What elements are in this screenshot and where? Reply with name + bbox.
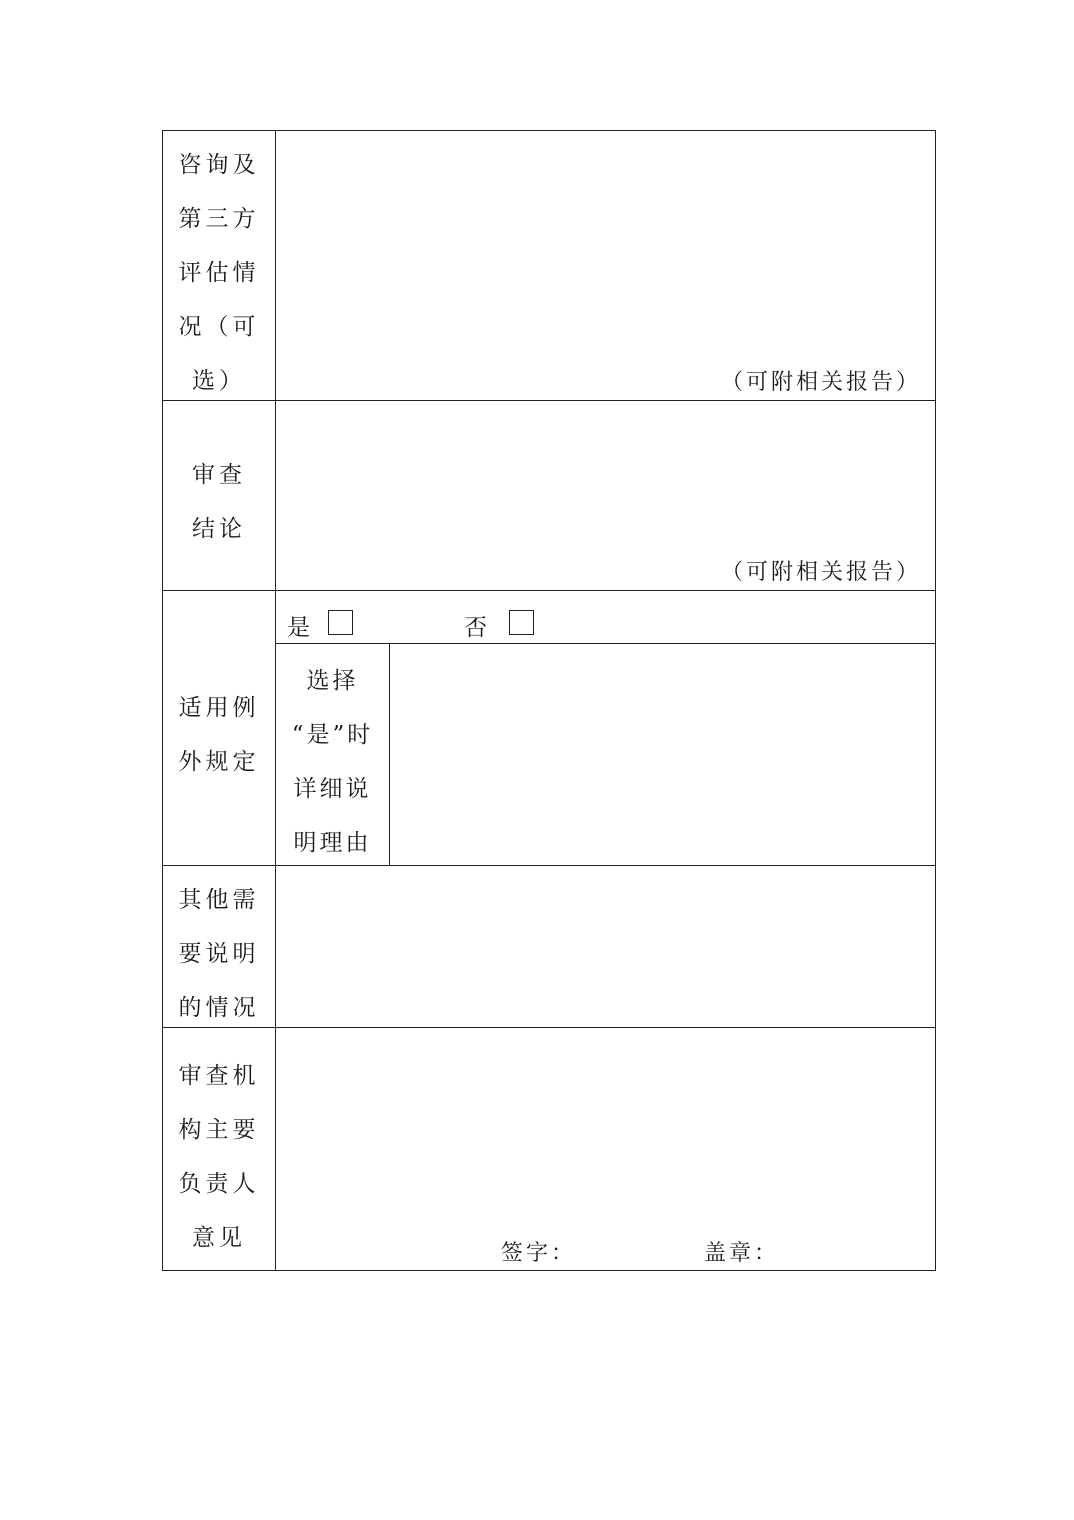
seal-label: 盖章： — [704, 1241, 780, 1266]
other-row-label — [163, 873, 275, 1035]
label-line: 评估情 — [178, 260, 260, 286]
label-line: 意见 — [192, 1225, 246, 1251]
reason-label — [276, 654, 389, 870]
exception-row-label — [163, 681, 275, 789]
label-line: 第三方 — [178, 206, 260, 232]
label-line: 的情况 — [178, 995, 260, 1021]
reason-content-cell[interactable] — [390, 644, 935, 865]
row-divider — [163, 590, 935, 591]
review-attach-note: （可附相关报告） — [720, 560, 921, 585]
consult-content-cell[interactable] — [276, 131, 935, 400]
label-line: 明理由 — [293, 830, 372, 856]
label-line: 负责人 — [178, 1171, 260, 1197]
label-line: 其他需 — [178, 887, 260, 913]
consult-attach-note: （可附相关报告） — [720, 370, 921, 395]
label-line: 外规定 — [178, 749, 260, 775]
label-line: 详细说 — [293, 776, 372, 802]
label-line: 构主要 — [178, 1117, 260, 1143]
consult-row-label — [163, 138, 275, 408]
no-option-label: 否 — [464, 615, 487, 641]
review-form-table — [162, 130, 936, 1271]
opinion-row-label — [163, 1049, 275, 1265]
label-line: 要说明 — [178, 941, 260, 967]
yes-checkbox[interactable] — [328, 610, 353, 635]
other-content-cell[interactable] — [276, 866, 935, 1027]
label-line: 适用例 — [178, 695, 260, 721]
label-line: 选） — [192, 368, 246, 394]
review-row-label — [163, 448, 275, 556]
label-line: 选择 — [306, 668, 359, 694]
label-line: 审查机 — [178, 1063, 260, 1089]
yes-option-label: 是 — [287, 615, 310, 641]
label-line: 审查 — [192, 462, 246, 488]
label-line: 咨询及 — [178, 152, 260, 178]
label-line: 结论 — [192, 516, 246, 542]
signature-label: 签字： — [501, 1241, 577, 1266]
no-checkbox[interactable] — [509, 610, 534, 635]
label-line: “是”时 — [291, 722, 374, 748]
opinion-content-cell[interactable] — [276, 1028, 935, 1270]
label-line: 况（可 — [178, 314, 260, 340]
